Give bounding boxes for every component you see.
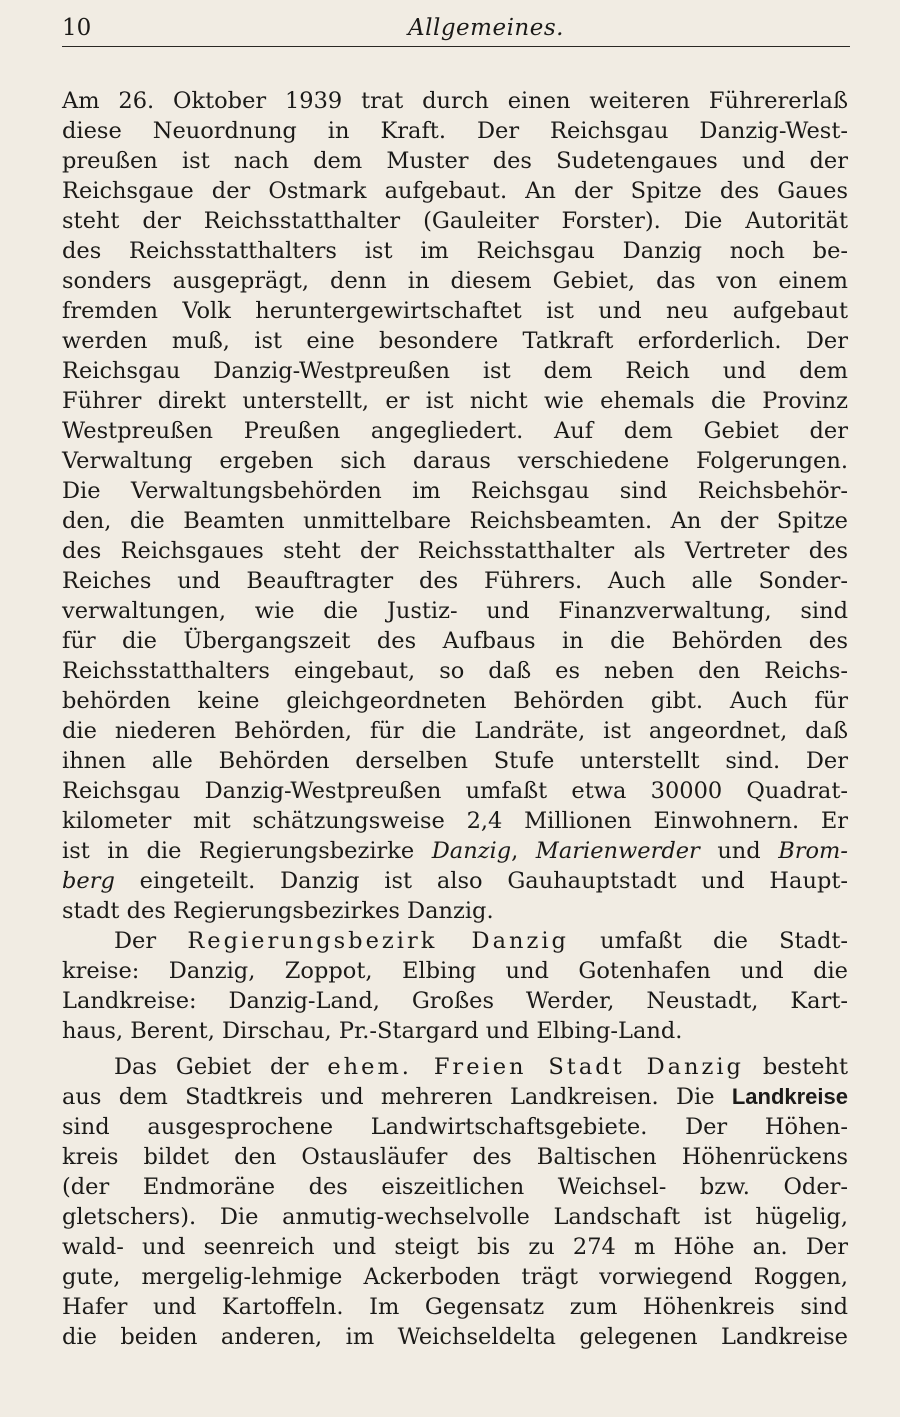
text-line: die beiden anderen, im Weichseldelta gelegenen Landkreise — [62, 1324, 848, 1350]
text-line: Am 26. Oktober 1939 trat durch einen weiteren Führererlaß — [62, 88, 848, 114]
text-run: , — [511, 838, 536, 864]
text-line: den, die Beamten unmittelbare Reichsbeamten. An der Spitze — [62, 508, 848, 534]
text-line: verwaltungen, wie die Justiz- und Finanzverwaltung, sind — [62, 598, 848, 624]
text-line: für die Übergangszeit des Aufbaus in die Behörden des — [62, 628, 848, 654]
text-line — [62, 836, 848, 866]
text-line: Reiches und Beauftragter des Führers. Auch alle Sonder- — [62, 568, 848, 594]
text-line: die niederen Behörden, für die Landräte, ist angeordnet, daß — [62, 718, 848, 744]
paragraph-2 — [62, 926, 848, 1046]
text-line: Westpreußen Preußen angegliedert. Auf dem Gebiet der — [62, 418, 848, 444]
text-line: Hafer und Kartoffeln. Im Gegensatz zum Höhenkreis sind — [62, 1294, 848, 1320]
body-text — [62, 86, 848, 1352]
text-line: stadt des Regierungsbezirkes Danzig. — [62, 898, 494, 924]
text-line: haus, Berent, Dirschau, Pr.-Stargard und Elbing-Land. — [62, 1018, 683, 1044]
text-line: Reichsstatthalters eingebaut, so daß es neben den Reichs- — [62, 658, 848, 684]
text-line: des Reichsgaues steht der Reichsstatthalter als Vertreter des — [62, 538, 848, 564]
text-line — [62, 1082, 848, 1112]
text-line: Die Verwaltungsbehörden im Reichsgau sind Reichsbehör- — [62, 478, 848, 504]
text-line: kreise: Danzig, Zoppot, Elbing und Gotenhafen und die — [62, 958, 848, 984]
emphasis-regierungsbezirk: Regierungsbezirk Danzig — [187, 928, 569, 954]
text-line: behörden keine gleichgeordneten Behörden gibt. Auch für — [62, 688, 848, 714]
text-line: Führer direkt unterstellt, er ist nicht wie ehemals die Provinz — [62, 388, 848, 414]
place-name-danzig: Danzig — [431, 838, 512, 864]
text-line: werden muß, ist eine besondere Tatkraft erforderlich. Der — [62, 328, 848, 354]
running-head: Allgemeines. — [408, 15, 564, 41]
text-line: wald- und seenreich und steigt bis zu 274 m Höhe an. Der — [62, 1234, 848, 1260]
paragraph-3 — [62, 1052, 848, 1352]
text-line — [62, 866, 848, 896]
text-run: und — [699, 838, 779, 864]
text-line: gute, mergelig-lehmige Ackerboden trägt vorwiegend Roggen, — [62, 1264, 848, 1290]
text-line: sonders ausgeprägt, denn in diesem Gebiet, das von einem — [62, 268, 848, 294]
text-line: Reichsgaue der Ostmark aufgebaut. An der Spitze des Gaues — [62, 178, 848, 204]
place-name-bromberg: Brom- — [778, 838, 848, 864]
text-run: Der — [114, 928, 188, 954]
text-line: (der Endmoräne des eiszeitlichen Weichsel- bzw. Oder- — [62, 1174, 848, 1200]
text-line — [62, 926, 848, 956]
text-run: ist in die Regierungsbezirke — [62, 838, 432, 864]
place-name-marienwerder: Marienwerder — [535, 838, 700, 864]
place-name-bromberg-cont: berg — [62, 868, 115, 894]
text-line: diese Neuordnung in Kraft. Der Reichsgau Danzig-West- — [62, 118, 848, 144]
text-line: ihnen alle Behörden derselben Stufe unterstellt sind. Der — [62, 748, 848, 774]
text-line: gletschers). Die anmutig-wechselvolle Landschaft ist hügelig, — [62, 1204, 848, 1230]
text-line: Reichsgau Danzig-Westpreußen ist dem Reich und dem — [62, 358, 848, 384]
page-header — [62, 10, 850, 47]
emphasis-freie-stadt: ehem. Freien Stadt Danzig — [327, 1054, 744, 1080]
text-run: umfaßt die Stadt- — [568, 928, 848, 954]
text-line: preußen ist nach dem Muster des Sudetengaues und der — [62, 148, 848, 174]
text-line: fremden Volk heruntergewirtschaftet ist und neu aufgebaut — [62, 298, 848, 324]
text-line: Verwaltung ergeben sich daraus verschiedene Folgerungen. — [62, 448, 848, 474]
text-line: steht der Reichsstatthalter (Gauleiter Forster). Die Autorität — [62, 208, 848, 234]
text-run: aus dem Stadtkreis und mehreren Landkreisen. Die — [62, 1084, 732, 1110]
text-line: sind ausgesprochene Landwirtschaftsgebiete. Der Höhen- — [62, 1114, 848, 1140]
text-run: Das Gebiet der — [114, 1054, 328, 1080]
paragraph-1 — [62, 86, 848, 926]
text-line: kreis bildet den Ostausläufer des Baltischen Höhenrückens — [62, 1144, 848, 1170]
text-line — [62, 1052, 848, 1082]
text-run: besteht — [743, 1054, 848, 1080]
text-line: Landkreise: Danzig-Land, Großes Werder, Neustadt, Kart- — [62, 988, 848, 1014]
text-line: kilometer mit schätzungsweise 2,4 Millionen Einwohnern. Er — [62, 808, 848, 834]
page-number: 10 — [62, 15, 92, 41]
text-run: eingeteilt. Danzig ist also Gauhauptstadt und Haupt- — [114, 868, 848, 894]
text-line: des Reichsstatthalters ist im Reichsgau Danzig noch be- — [62, 238, 848, 264]
text-line: Reichsgau Danzig-Westpreußen umfaßt etwa 30000 Quadrat- — [62, 778, 848, 804]
emphasis-landkreise: Landkreise — [731, 1084, 848, 1109]
